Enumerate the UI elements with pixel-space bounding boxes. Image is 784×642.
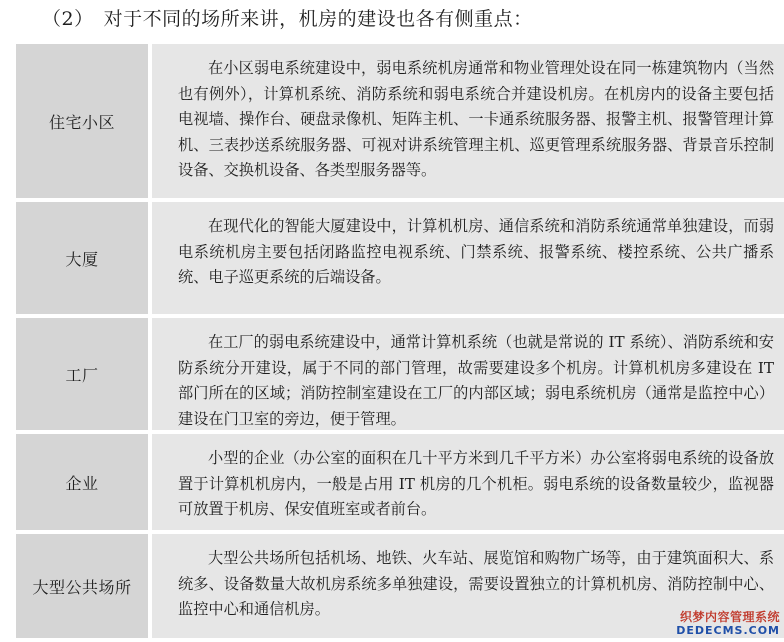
- table-row: [16, 318, 784, 430]
- section-number: （2）: [42, 8, 94, 30]
- venue-table: [16, 44, 784, 638]
- table-row: [16, 202, 784, 314]
- table-row: [16, 434, 784, 530]
- category-cell: 企业: [16, 434, 152, 530]
- category-cell: 工厂: [16, 318, 152, 430]
- description-cell: 小型的企业（办公室的面积在几十平方米到几千平方米）办公室将弱电系统的设备放置于计算机机房内，一般是占用 IT 机房的几个机柜。弱电系统的设备数量较少，监视器可放置于机房、保安值班室或者前台。: [178, 449, 774, 518]
- category-cell: 大型公共场所: [16, 534, 152, 638]
- description-cell: 在现代化的智能大厦建设中，计算机机房、通信系统和消防系统通常单独建设，而弱电系统机房主要包括闭路监控电视系统、门禁系统、报警系统、楼控系统、公共广播系统、电子巡更系统的后端设备。: [178, 217, 774, 286]
- category-cell: 住宅小区: [16, 44, 152, 198]
- table-row: [16, 44, 784, 198]
- section-heading-text: 对于不同的场所来讲，机房的建设也各有侧重点：: [103, 8, 533, 30]
- description-cell: 大型公共场所包括机场、地铁、火车站、展览馆和购物广场等，由于建筑面积大、系统多、设备数量大故机房系统多单独建设，需要设置独立的计算机机房、消防控制中心、监控中心和通信机房。: [178, 549, 774, 618]
- section-heading: [42, 6, 533, 32]
- site-watermark: [676, 610, 780, 638]
- watermark-text-cn: 织梦内容管理系统: [679, 610, 780, 624]
- table-row: [16, 534, 784, 638]
- watermark-text-en: DEDECMS.COM: [676, 624, 780, 637]
- description-cell: 在小区弱电系统建设中，弱电系统机房通常和物业管理处设在同一栋建筑物内（当然也有例外），计算机系统、消防系统和弱电系统合并建设机房。在机房内的设备主要包括电视墙、操作台、硬盘录像机、矩阵主机、一卡通系统服务器、报警主机、报警管理计算机、三表抄送系统服务器、可视对讲系统管理主机、巡更管理系统服务器、背景音乐控制设备、交换机设备、各类型服务器等。: [178, 59, 774, 179]
- description-cell: 在工厂的弱电系统建设中，通常计算机系统（也就是常说的 IT 系统）、消防系统和安防系统分开建设，属于不同的部门管理，故需要建设多个机房。计算机机房多建设在 IT 部门所在的区域；消防控制室建设在工厂的内部区域；弱电系统机房（通常是监控中心）建设在门卫室的旁边，便于管理。: [178, 333, 774, 428]
- category-cell: 大厦: [16, 202, 152, 314]
